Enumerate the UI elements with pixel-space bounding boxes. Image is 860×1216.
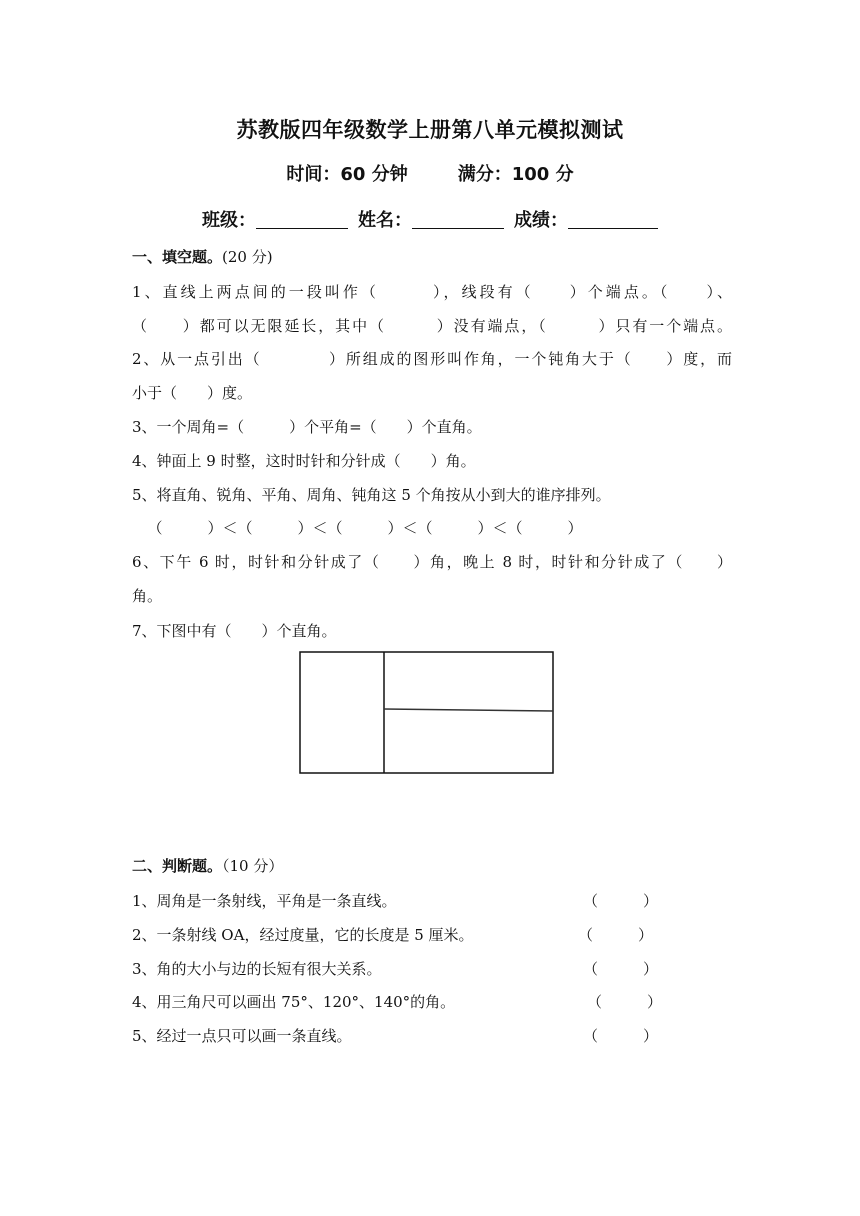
judge-item-text: 1、周角是一条射线，平角是一条直线。 (132, 892, 397, 910)
section-points: （10 分） (222, 857, 284, 875)
judge-answer-paren[interactable]: （ ） (587, 993, 663, 1011)
name-blank[interactable] (412, 210, 504, 229)
question-line: （ ）都可以无限延长，其中（ ）没有端点，（ ）只有一个端点。 (132, 317, 732, 335)
judge-item-text: 3、角的大小与边的长短有很大关系。 (132, 960, 382, 978)
question-line: 2、从一点引出（ ）所组成的图形叫作角，一个钝角大于（ ）度，而 (132, 350, 732, 368)
judge-item-text: 2、一条射线 OA，经过度量，它的长度是 5 厘米。 (132, 926, 474, 944)
question-line: 7、下图中有（ ）个直角。 (132, 622, 337, 640)
figure-horizontal-line (384, 709, 553, 711)
full-score: 满分：100 分 (457, 164, 574, 185)
time-limit: 时间：60 分钟 (286, 164, 408, 185)
question-line: 角。 (132, 587, 163, 605)
page-title: 苏教版四年级数学上册第八单元模拟测试 (236, 118, 624, 142)
question-line: 3、一个周角=（ ）个平角=（ ）个直角。 (132, 418, 482, 436)
class-blank[interactable] (256, 210, 348, 229)
judge-answer-paren[interactable]: （ ） (578, 926, 654, 944)
judge-item-text: 5、经过一点只可以画一条直线。 (132, 1027, 352, 1045)
student-info (0, 206, 860, 232)
question-line: 小于（ ）度。 (132, 384, 253, 402)
section-points: (20 分) (222, 248, 273, 266)
section-title: 二、判断题。 (132, 857, 223, 875)
section-true-false-heading (132, 855, 283, 876)
question-line: 4、钟面上 9 时整，这时时针和分针成（ ）角。 (132, 452, 476, 470)
judge-answer-paren[interactable]: （ ） (583, 960, 659, 978)
ordering-blanks: （ ）＜（ ）＜（ ）＜（ ）＜（ ） (140, 519, 583, 537)
question-line: 5、将直角、锐角、平角、周角、钝角这 5 个角按从小到大的谁序排列。 (132, 486, 611, 504)
judge-item-text: 4、用三角尺可以画出 75°、120°、140°的角。 (132, 993, 456, 1011)
right-angle-figure (298, 650, 556, 776)
question-line: 6、下午 6 时，时针和分针成了（ ）角，晚上 8 时，时针和分针成了（ ） (132, 553, 732, 571)
judge-answer-paren[interactable]: （ ） (583, 892, 659, 910)
grade-blank[interactable] (568, 210, 658, 229)
section-fill-in-heading (132, 246, 273, 267)
question-line: 1、直线上两点间的一段叫作（ ），线段有（ ）个端点。（ ）、 (132, 283, 732, 301)
name-label: 姓名： (358, 210, 412, 231)
exam-subtitle (0, 160, 860, 186)
grade-label: 成绩： (514, 210, 568, 231)
class-label: 班级： (202, 210, 256, 231)
judge-answer-paren[interactable]: （ ） (583, 1027, 659, 1045)
section-title: 一、填空题。 (132, 248, 223, 266)
figure-outer-rectangle (300, 652, 553, 773)
